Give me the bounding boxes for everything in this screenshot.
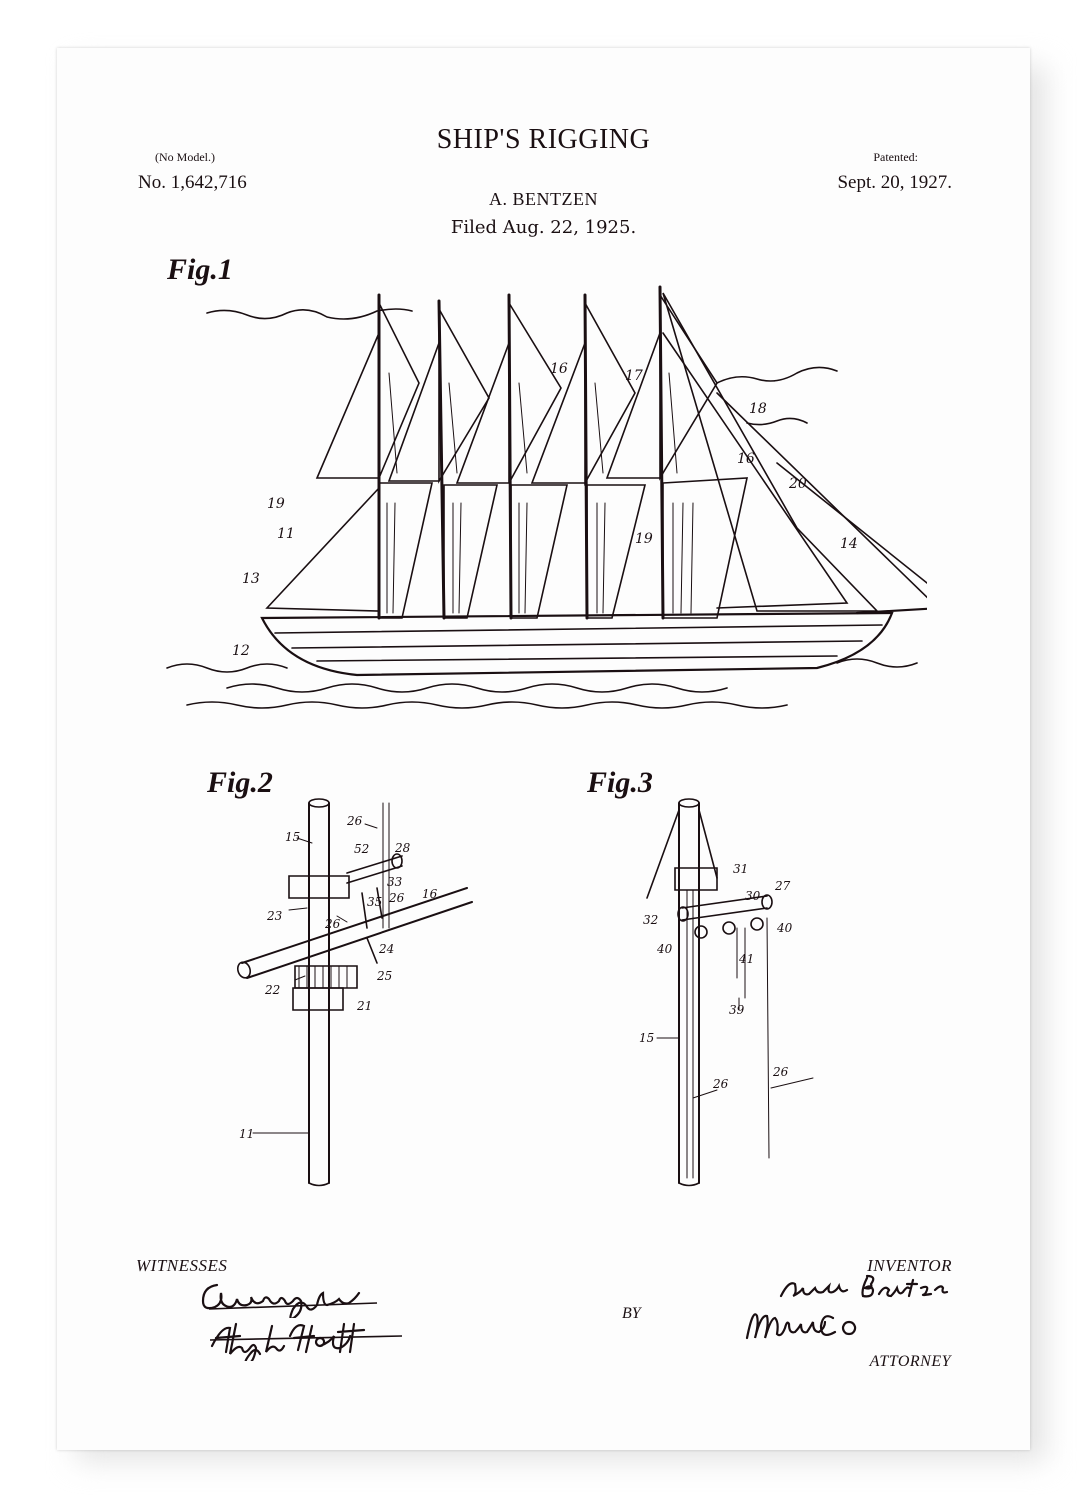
rope [687,890,693,1178]
ref-numeral: 32 [643,913,659,927]
ref-numeral: 11 [277,526,295,542]
topsail [439,309,489,481]
roller [392,854,402,868]
ref-numeral: 16 [737,451,755,467]
clamp-band [295,966,357,988]
ref-numeral: 39 [729,1003,745,1017]
cloud-line [207,309,412,319]
hull-plank [275,625,882,633]
mast-top [679,799,699,807]
ref-numeral: 31 [733,862,749,876]
by-label: BY [622,1305,641,1322]
topsail [317,333,379,478]
ref-numeral: 16 [422,887,438,901]
topsail [509,303,561,483]
ref-numeral: 16 [550,361,568,377]
patent-title: SHIP'S RIGGING [436,124,651,155]
ref-numeral: 26 [325,917,341,931]
ref-numeral: 14 [840,536,858,552]
ref-numeral: 26 [389,891,405,905]
ref-numeral: 19 [267,496,285,512]
ref-numeral: 24 [379,942,395,956]
ref-numeral: 26 [713,1077,729,1091]
mast-top [309,799,329,807]
ref-numeral: 21 [357,999,373,1013]
topsail [585,303,635,483]
ref-numeral: 40 [777,921,793,935]
fig2-label: Fig.2 [207,766,273,799]
patent-date: Sept. 20, 1927. [837,172,952,193]
clamp-band [293,988,343,1010]
hull-plank [292,641,862,648]
lower-sail [663,478,747,618]
patent-number: No. 1,642,716 [138,172,247,193]
pulley [695,926,707,938]
topsail [389,343,439,481]
ref-numeral: 40 [657,942,673,956]
fig3-mast-drawing [617,788,897,1198]
filed-date: Filed Aug. 22, 1925. [450,217,637,238]
ref-numeral: 11 [239,1127,255,1141]
lower-sail [444,485,497,618]
ref-numeral: 30 [745,889,761,903]
rigging [387,503,693,613]
lower-sail [587,485,645,618]
witnesses-label: WITNESSES [136,1256,228,1275]
patent-sheet [57,48,1030,1450]
topsail [457,343,509,483]
patented-label: Patented: [873,150,918,164]
fig1-ship-drawing [157,273,927,723]
fig3-label: Fig.3 [587,766,653,799]
ref-numeral: 27 [775,879,791,893]
ref-numeral: 23 [267,909,283,923]
jib-sail [663,293,877,611]
ref-numeral: 19 [635,531,653,547]
ref-numeral: 18 [749,401,767,417]
attorney-label: ATTORNEY [869,1353,951,1370]
clamp-band [299,966,347,988]
witness-signature-1 [197,1273,397,1318]
witness-signature-2 [202,1316,412,1361]
attorney-signature [737,1300,897,1350]
wave [837,659,917,667]
ref-numeral: 15 [285,830,301,844]
cloud-line [717,367,837,383]
clamp-band [289,876,349,898]
topsail [660,295,717,478]
cloud-line [747,418,807,424]
pulley [723,922,735,934]
rigging-line [383,803,389,928]
mast-bottom [679,1183,699,1186]
fig1-label: Fig.1 [167,253,233,286]
ref-numeral: 35 [367,895,383,909]
stay-line [647,810,717,898]
inventor-name: A. BENTZEN [489,189,598,209]
ref-numeral: 26 [347,814,363,828]
jib-sail [663,333,847,608]
wave [187,702,787,708]
no-model-note: (No Model.) [155,150,215,164]
mast-pole [309,803,329,1183]
ref-numeral: 26 [773,1065,789,1079]
mast-pole [679,803,699,1183]
crossbar-end [762,895,772,909]
ref-numeral: 41 [739,952,755,966]
ref-numeral: 20 [789,476,807,492]
inventor-label: INVENTOR [867,1256,952,1275]
fig2-mast-drawing [217,788,537,1198]
ref-numeral: 13 [242,571,260,587]
ref-numeral: 15 [639,1031,655,1045]
ref-numeral: 12 [232,643,250,659]
ref-numeral: 17 [625,368,643,384]
mast-bottom [309,1183,329,1186]
boom [242,888,472,978]
wave [167,664,727,692]
pulley [751,918,763,930]
ref-numeral: 52 [354,842,370,856]
clamp-band [675,868,717,890]
topsail [607,333,660,478]
ref-numeral: 25 [377,969,393,983]
rigging [389,373,677,473]
ref-numeral: 22 [265,983,281,997]
ref-numeral: 28 [395,841,411,855]
hull-plank [317,656,837,661]
ref-numeral: 33 [387,875,403,889]
